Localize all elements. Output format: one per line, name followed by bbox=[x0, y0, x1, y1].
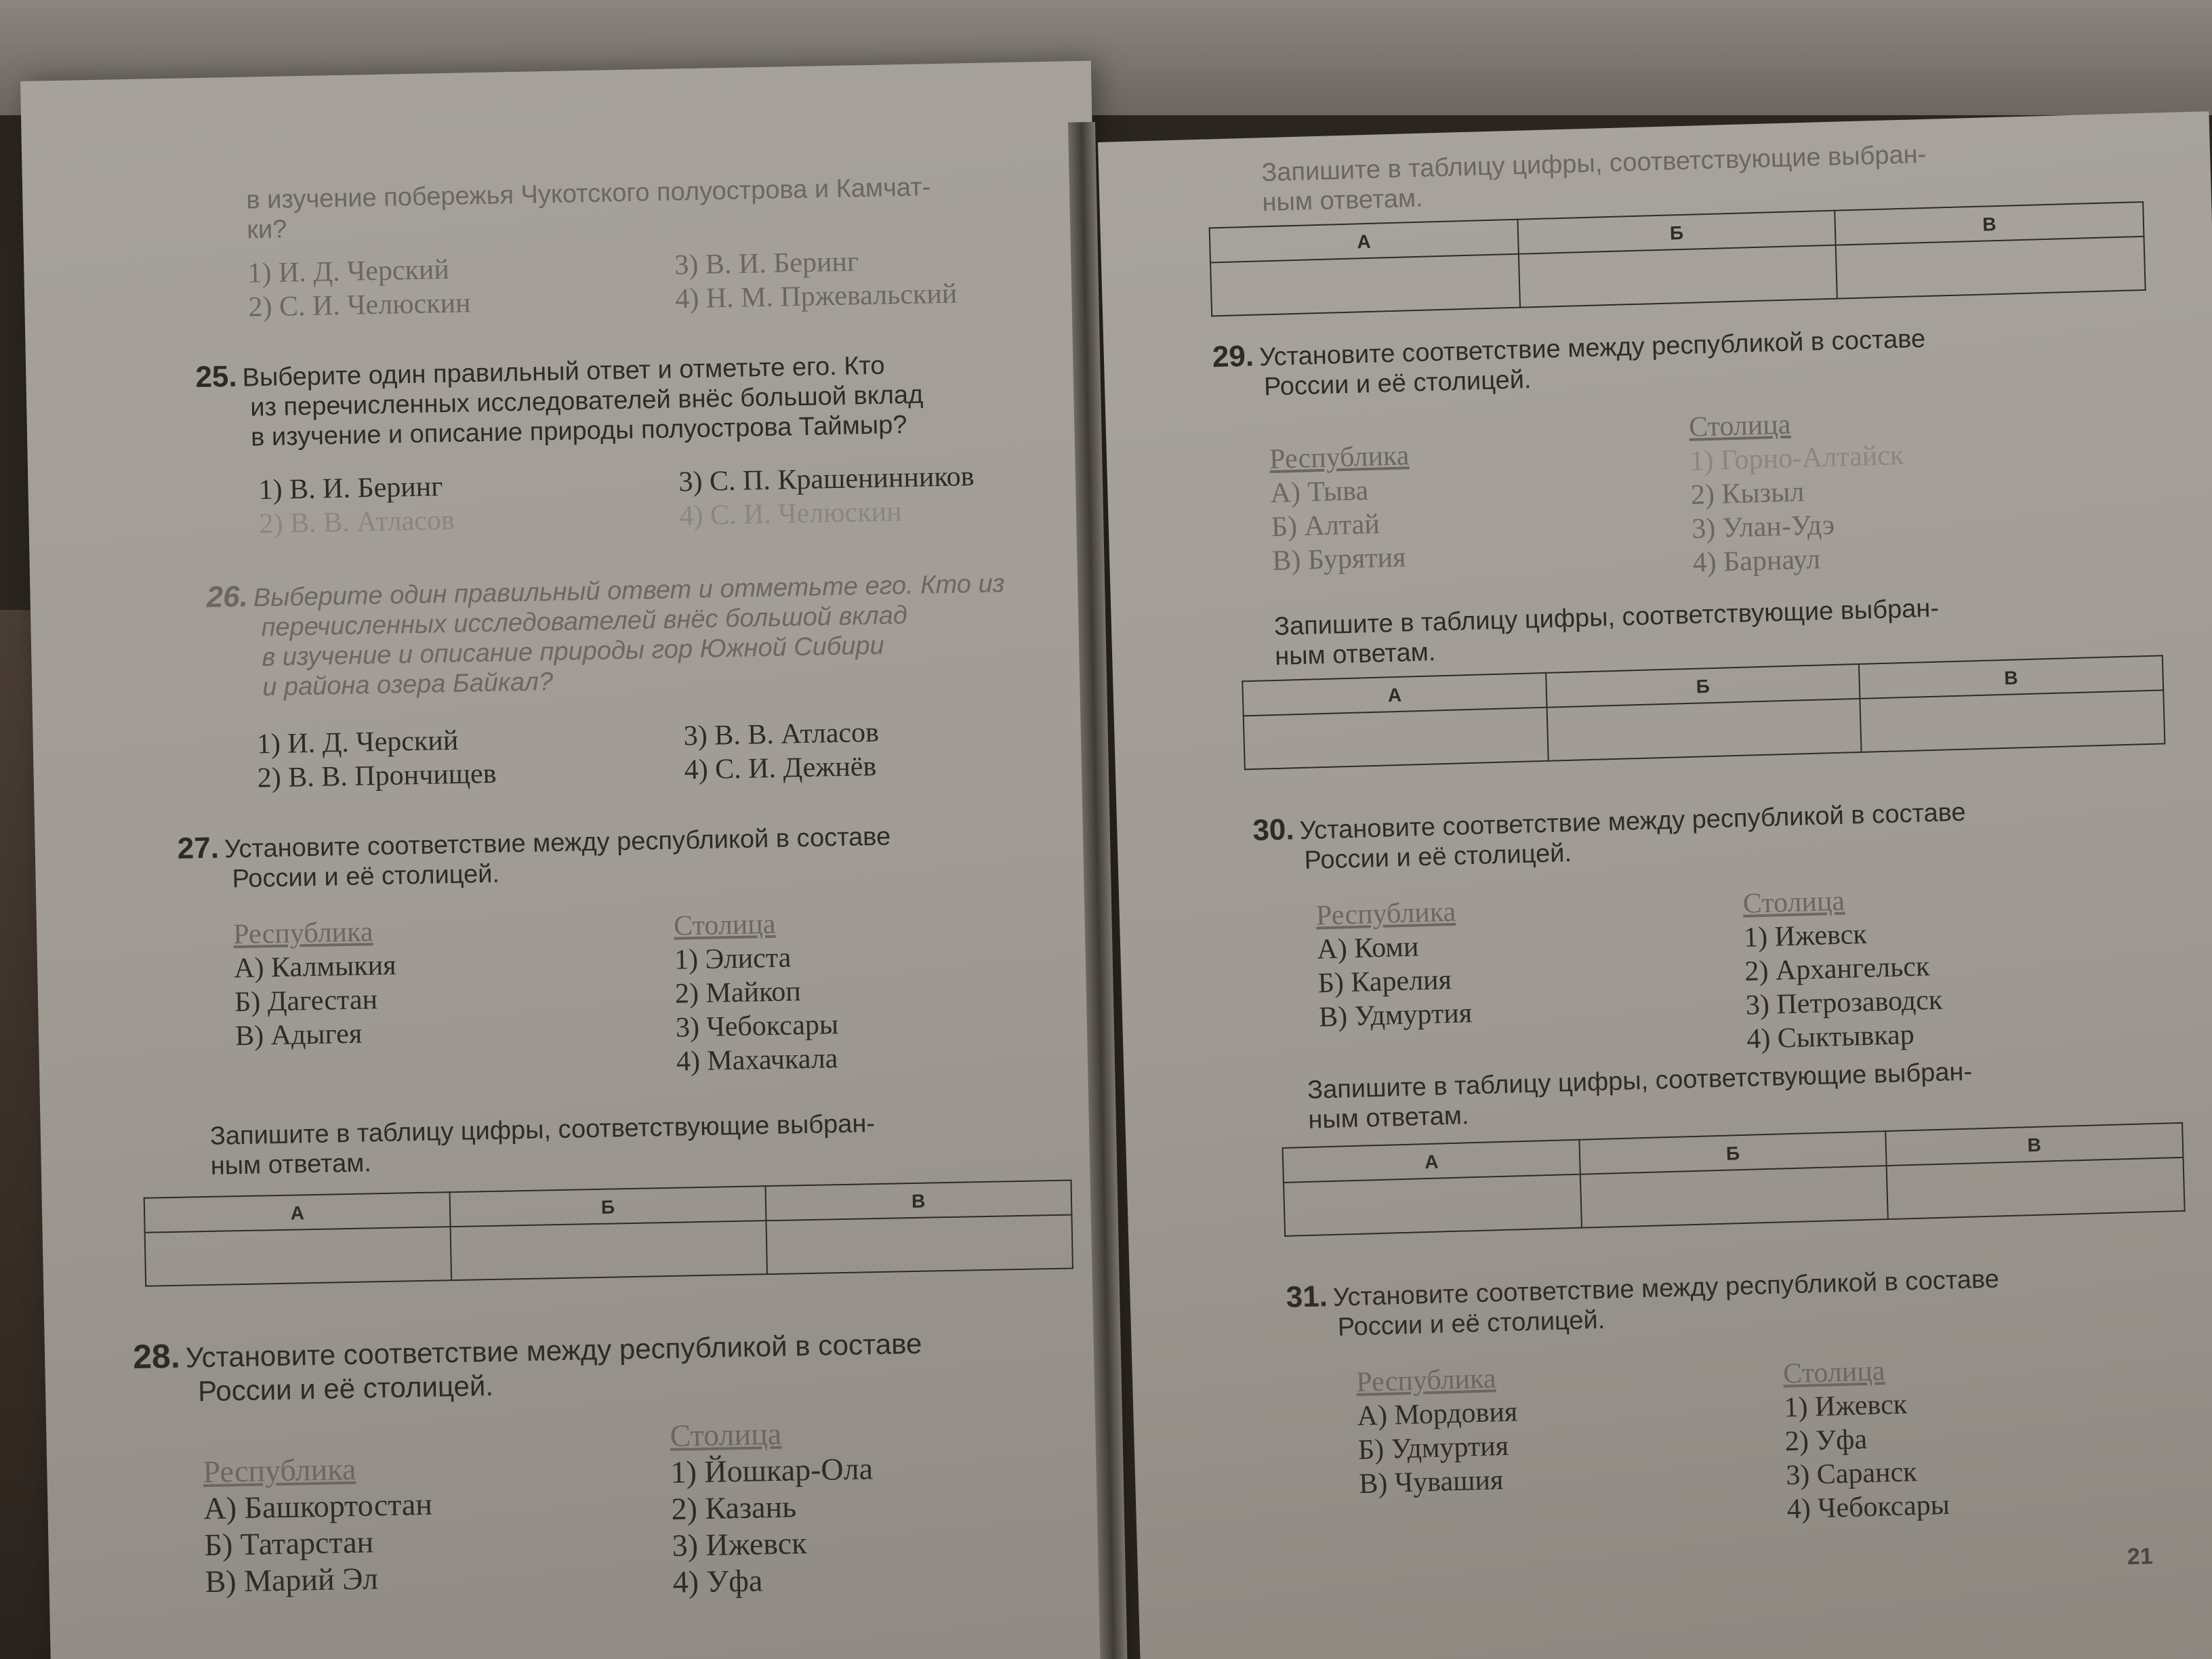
q25-option-4: 4) С. И. Челюскин bbox=[679, 496, 902, 532]
q24-option-2: 2) С. И. Челюскин bbox=[248, 287, 471, 323]
q31-capitals bbox=[1782, 1353, 1950, 1527]
q30-instruction-line-2: ным ответам. bbox=[1307, 1101, 1470, 1134]
q29-answer-cell-b[interactable] bbox=[1547, 699, 1862, 761]
q27-republic-b: Б) Дагестан bbox=[234, 984, 378, 1019]
q28-number: 28. bbox=[132, 1336, 181, 1376]
q27-answer-cell-b[interactable] bbox=[451, 1221, 767, 1280]
q27-header-c: В bbox=[765, 1181, 1071, 1221]
q26-options-col2 bbox=[683, 716, 880, 787]
q31-republic-a: А) Мордовия bbox=[1357, 1396, 1518, 1433]
q31-republics bbox=[1356, 1361, 1520, 1501]
q27-header-a: А bbox=[144, 1192, 451, 1233]
q26-options-col1 bbox=[256, 723, 497, 796]
page-number: 21 bbox=[2127, 1543, 2154, 1570]
q25-number: 25. bbox=[194, 359, 238, 394]
q31-line-2: России и её столицей. bbox=[1337, 1305, 1605, 1342]
q31-capital-2: 2) Уфа bbox=[1784, 1424, 1868, 1458]
q27-capital-1: 1) Элиста bbox=[674, 942, 792, 976]
q30-capital-heading: Столица bbox=[1742, 885, 1845, 920]
q27-answer-cell-a[interactable] bbox=[145, 1227, 452, 1286]
q28-header-a: А bbox=[1210, 220, 1519, 263]
q29-capital-2: 2) Кызыл bbox=[1690, 476, 1805, 511]
q27-capital-2: 2) Майкоп bbox=[674, 976, 802, 1010]
q31-line-1: Установите соответствие между республикой в составе bbox=[1332, 1265, 2000, 1312]
q28-republic-b: Б) Татарстан bbox=[204, 1524, 374, 1563]
q29-header-c: В bbox=[1859, 655, 2163, 698]
q29-instruction-line-1: Запишите в таблицу цифры, соответствующие выбран- bbox=[1273, 594, 1940, 642]
q24-options-col2 bbox=[674, 243, 958, 316]
q30-instruction-line-1: Запишите в таблицу цифры, соответствующие выбран- bbox=[1307, 1057, 1973, 1105]
q28-capital-4: 4) Уфа bbox=[672, 1563, 763, 1599]
q29-answer-cell-c[interactable] bbox=[1860, 690, 2165, 752]
q24-text bbox=[246, 169, 1094, 245]
q31-republic-b: Б) Удмуртия bbox=[1357, 1430, 1509, 1467]
q24-options-col1 bbox=[247, 252, 471, 324]
q27-capital-3: 3) Чебоксары bbox=[675, 1009, 839, 1044]
q30-capital-4: 4) Сыктывкар bbox=[1746, 1019, 1915, 1055]
q24-option-4: 4) Н. М. Пржевальский bbox=[674, 278, 958, 315]
q29-republic-c: В) Бурятия bbox=[1271, 541, 1406, 577]
q30-capitals bbox=[1742, 882, 1944, 1057]
q30-number: 30. bbox=[1252, 813, 1295, 848]
q25-option-2: 2) В. В. Атласов bbox=[259, 504, 455, 540]
q25-option-3: 3) С. П. Крашенинников bbox=[678, 461, 975, 498]
q29-republic-heading: Республика bbox=[1269, 440, 1410, 476]
q30-republic-c: В) Удмуртия bbox=[1318, 998, 1473, 1033]
q27-capitals bbox=[674, 906, 840, 1079]
q31-block bbox=[1286, 1256, 2212, 1343]
q26-line-1: Выберите один правильный ответ и отметьте его. Кто из bbox=[253, 569, 1005, 613]
q29-number: 29. bbox=[1212, 339, 1254, 374]
q28-republic-a: А) Башкортостан bbox=[203, 1486, 433, 1526]
q25-line-3: в изучение и описание природы полуострова Таймыр? bbox=[250, 410, 907, 452]
q28-republic-heading: Республика bbox=[202, 1451, 356, 1490]
q27-capital-4: 4) Махачкала bbox=[676, 1043, 838, 1078]
q28-header-b: Б bbox=[1517, 211, 1836, 254]
q26-option-4: 4) С. И. Дежнёв bbox=[684, 750, 877, 786]
q24-option-3: 3) В. И. Беринг bbox=[674, 246, 859, 281]
q27-instruction-line-1: Запишите в таблицу цифры, соответствующие выбран- bbox=[209, 1109, 876, 1151]
q26-line-2: перечисленных исследователей внёс большой вклад bbox=[261, 601, 908, 642]
q27-republic-heading: Республика bbox=[232, 916, 373, 951]
q28-capitals bbox=[670, 1414, 876, 1601]
q28-line-2: России и её столицей. bbox=[197, 1369, 494, 1408]
q27-block bbox=[177, 817, 1092, 895]
q24-line-2: ки? bbox=[246, 215, 287, 245]
q26-block bbox=[206, 566, 1089, 703]
q28-block bbox=[133, 1321, 1117, 1410]
q29-answer-table bbox=[1242, 655, 2165, 770]
q29-instruction-line-2: ным ответам. bbox=[1274, 638, 1436, 671]
q28-capital-2: 2) Казань bbox=[671, 1489, 797, 1526]
q30-line-1: Установите соответствие между республикой в составе bbox=[1299, 798, 1967, 846]
q27-capital-heading: Столица bbox=[673, 908, 776, 942]
q30-answer-cell-b[interactable] bbox=[1580, 1166, 1888, 1228]
q28-republics bbox=[203, 1450, 434, 1600]
q30-answer-cell-c[interactable] bbox=[1886, 1158, 2184, 1219]
q30-capital-3: 3) Петрозаводск bbox=[1745, 984, 1943, 1021]
q25-options-col2 bbox=[678, 459, 975, 533]
q30-header-b: Б bbox=[1580, 1131, 1887, 1174]
q28-answer-cell-a[interactable] bbox=[1210, 254, 1520, 316]
q28-capital-1: 1) Йошкар-Ола bbox=[670, 1451, 874, 1490]
q27-line-2: России и её столицей. bbox=[232, 859, 500, 894]
q28-line-1: Установите соответствие между республикой в составе bbox=[185, 1327, 922, 1374]
q29-capitals bbox=[1688, 405, 1907, 580]
q27-header-b: Б bbox=[450, 1186, 766, 1227]
q27-answer-table bbox=[144, 1180, 1073, 1287]
q28-answer-cell-b[interactable] bbox=[1519, 245, 1838, 308]
q29-republics bbox=[1269, 438, 1412, 578]
q25-line-1: Выберите один правильный ответ и отметьте его. Кто bbox=[242, 351, 885, 392]
q31-capital-1: 1) Ижевск bbox=[1783, 1389, 1908, 1424]
q29-header-b: Б bbox=[1546, 664, 1860, 708]
q29-republic-b: Б) Алтай bbox=[1271, 508, 1380, 544]
q31-capital-heading: Столица bbox=[1782, 1355, 1885, 1390]
q26-line-3: в изучение и описание природы гор Южной Сибири bbox=[261, 631, 885, 672]
q28-answer-cell-c[interactable] bbox=[1836, 237, 2146, 299]
q29-line-1: Установите соответствие между республикой в составе bbox=[1258, 325, 1926, 372]
q29-republic-a: А) Тыва bbox=[1269, 475, 1369, 510]
q29-answer-cell-a[interactable] bbox=[1244, 708, 1549, 769]
q27-republic-c: В) Адыгея bbox=[234, 1018, 363, 1052]
q25-option-1: 1) В. И. Беринг bbox=[258, 471, 443, 506]
q26-option-2: 2) В. В. Прончищев bbox=[257, 758, 497, 794]
q28-instruction-line-2: ным ответам. bbox=[1262, 184, 1424, 218]
q26-option-1: 1) И. Д. Черский bbox=[256, 724, 459, 760]
q28-capital-heading: Столица bbox=[670, 1416, 782, 1453]
q30-answer-table bbox=[1282, 1122, 2186, 1237]
left-page bbox=[20, 61, 1122, 1659]
q27-republic-a: А) Калмыкия bbox=[233, 949, 396, 985]
q24-option-1: 1) И. Д. Черский bbox=[247, 253, 450, 289]
q29-capital-heading: Столица bbox=[1688, 409, 1791, 443]
q26-option-3: 3) В. В. Атласов bbox=[683, 716, 880, 752]
q26-line-4: и района озера Байкал? bbox=[262, 668, 554, 702]
q27-line-1: Установите соответствие между республикой в составе bbox=[224, 822, 891, 864]
q27-republics bbox=[233, 915, 398, 1054]
q25-block bbox=[195, 346, 1078, 453]
q28-republic-c: В) Марий Эл bbox=[205, 1561, 379, 1599]
q29-capital-1: 1) Горно-Алтайск bbox=[1689, 439, 1904, 477]
q30-republic-heading: Республика bbox=[1315, 896, 1456, 932]
q25-options-col1 bbox=[258, 470, 455, 541]
q29-capital-4: 4) Барнаул bbox=[1692, 544, 1821, 579]
q29-header-a: А bbox=[1242, 673, 1547, 716]
q27-instruction bbox=[210, 1105, 1092, 1181]
q30-header-c: В bbox=[1885, 1123, 2184, 1166]
q30-capital-1: 1) Ижевск bbox=[1743, 918, 1868, 954]
q28-instruction-line-1: Запишите в таблицу цифры, соответствующие выбран- bbox=[1261, 140, 1927, 188]
q24-line-1: в изучение побережья Чукотского полуострова и Камчат- bbox=[246, 173, 931, 215]
q26-number: 26. bbox=[206, 579, 249, 614]
q30-republic-b: Б) Карелия bbox=[1317, 964, 1452, 1000]
q29-capital-3: 3) Улан-Удэ bbox=[1691, 509, 1835, 545]
q28-header-c: В bbox=[1835, 202, 2144, 245]
q30-block bbox=[1252, 790, 2203, 877]
q30-instruction bbox=[1307, 1051, 2190, 1135]
q27-instruction-line-2: ным ответам. bbox=[210, 1149, 372, 1181]
q30-republics bbox=[1315, 895, 1472, 1034]
q28-capital-3: 3) Ижевск bbox=[672, 1525, 807, 1563]
q31-capital-4: 4) Чебоксары bbox=[1786, 1489, 1950, 1525]
q30-line-2: России и её столицей. bbox=[1304, 838, 1572, 875]
q31-republic-c: В) Чувашия bbox=[1358, 1465, 1504, 1500]
q30-header-a: А bbox=[1283, 1140, 1580, 1183]
q30-capital-2: 2) Архангельск bbox=[1744, 951, 1930, 987]
q29-block bbox=[1212, 316, 2162, 403]
q27-answer-cell-c[interactable] bbox=[766, 1215, 1073, 1275]
q31-number: 31. bbox=[1286, 1279, 1328, 1314]
q28-answer-table bbox=[1209, 201, 2146, 316]
q30-answer-cell-a[interactable] bbox=[1284, 1174, 1582, 1236]
q30-republic-a: А) Коми bbox=[1316, 931, 1419, 966]
right-page bbox=[1098, 111, 2212, 1659]
q27-number: 27. bbox=[177, 831, 220, 865]
q25-line-2: из перечисленных исследователей внёс большой вклад bbox=[249, 380, 924, 422]
q31-capital-3: 3) Саранск bbox=[1785, 1456, 1918, 1492]
q29-line-2: России и её столицей. bbox=[1263, 365, 1532, 402]
q31-republic-heading: Республика bbox=[1355, 1363, 1497, 1399]
